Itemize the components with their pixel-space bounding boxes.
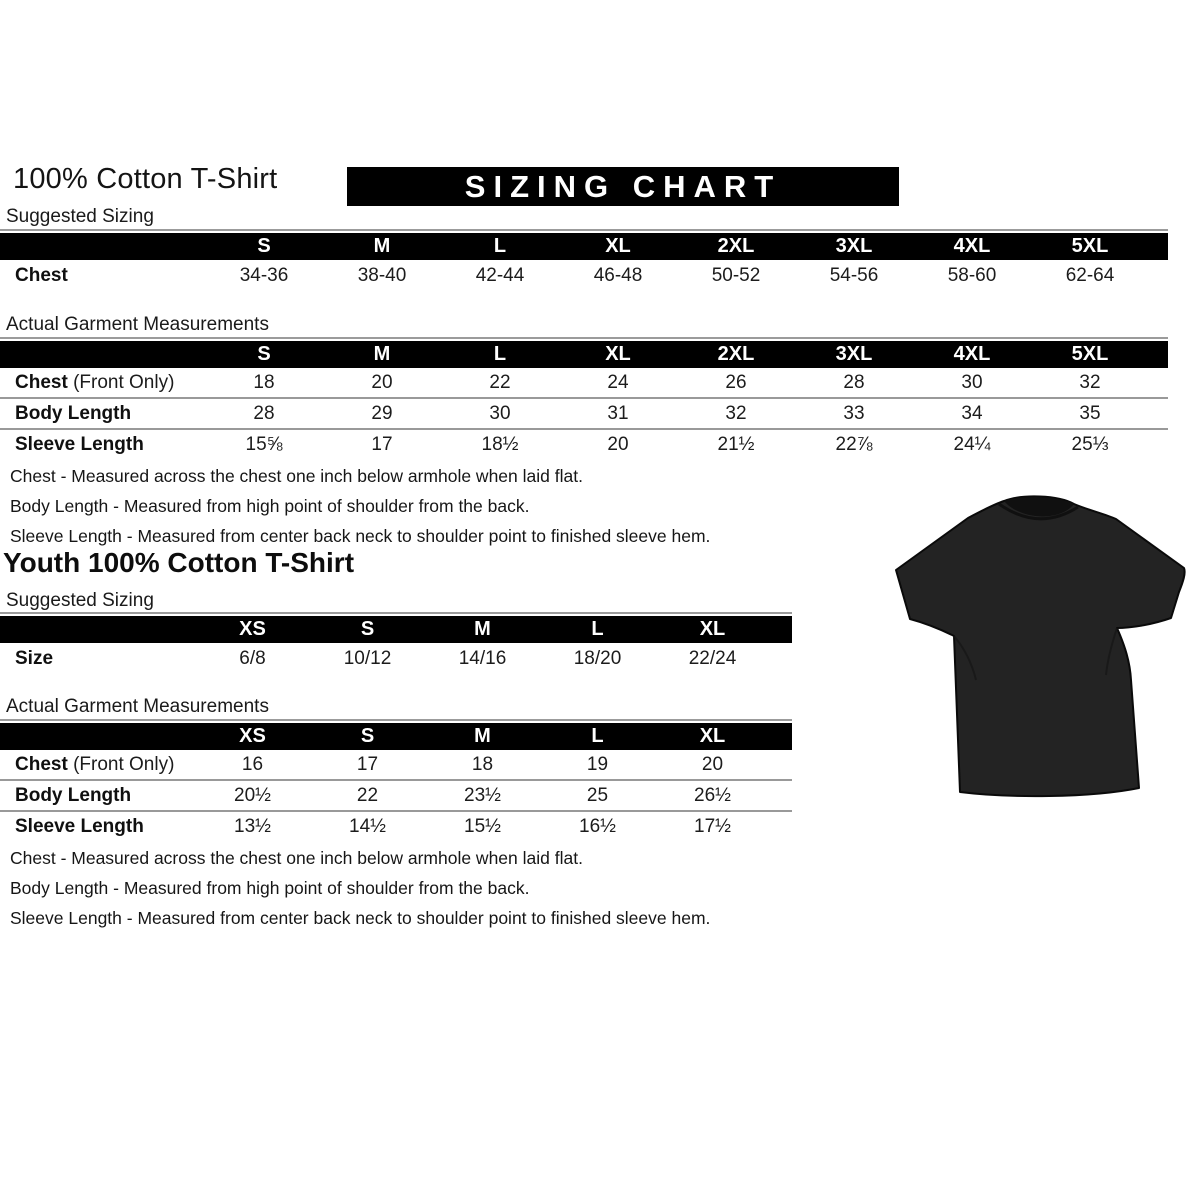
measurement-value: 54-56 — [829, 264, 879, 286]
measurement-value: 35 — [1031, 398, 1149, 429]
youth-garment-measurements-table — [0, 723, 792, 841]
note-line: Body Length - Measured from high point of shoulder from the back. — [10, 878, 530, 898]
measurement-value: 22/24 — [688, 647, 737, 669]
size-column-header: XS — [195, 723, 310, 750]
measurement-value: 28 — [843, 371, 865, 393]
table-row — [0, 260, 1168, 291]
size-column-header: M — [425, 616, 540, 643]
note-line: Chest - Measured across the chest one inch below armhole when laid flat. — [10, 848, 583, 868]
measurement-value: 32 — [1079, 371, 1101, 393]
measurement-value: 30 — [961, 371, 983, 393]
row-label: Chest (Front Only) — [15, 371, 175, 393]
corner-header-cell — [0, 723, 195, 750]
row-label: Body Length — [0, 398, 205, 429]
measurement-value: 38-40 — [357, 264, 407, 286]
sizing-chart-banner: SIZING CHART — [347, 167, 899, 206]
adult-garment-measurements-table — [0, 341, 1168, 459]
measurement-value: 26 — [725, 371, 747, 393]
measurement-value: 20 — [559, 429, 677, 459]
measurement-value: 50-52 — [711, 264, 761, 286]
size-column-header: XS — [195, 616, 310, 643]
measurement-value: 15⅝ — [205, 429, 323, 459]
adult-garment-measurements-label: Actual Garment Measurements — [6, 314, 269, 335]
size-column-header: S — [310, 723, 425, 750]
header-filler-cell — [770, 616, 792, 643]
corner-header-cell — [0, 616, 195, 643]
row-label: Body Length — [0, 780, 195, 811]
measurement-value: 26½ — [655, 780, 770, 811]
note-line: Sleeve Length - Measured from center back neck to shoulder point to finished sleeve hem. — [10, 908, 711, 928]
header-filler-cell — [1149, 233, 1168, 260]
row-filler-cell — [770, 811, 792, 841]
size-column-header: M — [425, 723, 540, 750]
size-column-header: 5XL — [1031, 341, 1149, 368]
measurement-value: 62-64 — [1065, 264, 1115, 286]
corner-header-cell — [0, 233, 205, 260]
measurement-value: 6/8 — [239, 647, 266, 669]
table-row — [0, 368, 1168, 398]
measurement-value: 31 — [559, 398, 677, 429]
measurement-value: 28 — [205, 398, 323, 429]
measurement-value: 16 — [241, 753, 264, 775]
table-row — [0, 811, 792, 841]
measurement-value: 34-36 — [239, 264, 289, 286]
black-tshirt-image — [880, 470, 1200, 830]
table-row — [0, 780, 792, 811]
divider-line — [0, 337, 1168, 339]
youth-suggested-sizing-label: Suggested Sizing — [6, 590, 154, 611]
row-filler-cell — [770, 643, 792, 674]
table-row — [0, 429, 1168, 459]
youth-garment-measurements-label: Actual Garment Measurements — [6, 696, 269, 717]
divider-line — [0, 719, 792, 721]
measurement-value: 18 — [471, 753, 494, 775]
measurement-value: 25 — [540, 780, 655, 811]
size-column-header: 5XL — [1031, 233, 1149, 260]
measurement-value: 29 — [323, 398, 441, 429]
size-column-header: L — [540, 723, 655, 750]
adult-suggested-sizing-table — [0, 233, 1168, 291]
row-label: Chest — [15, 264, 68, 286]
row-label: Sleeve Length — [0, 811, 195, 841]
size-column-header: 4XL — [913, 233, 1031, 260]
tshirt-graphic — [896, 496, 1185, 796]
youth-measurement-notes — [10, 843, 710, 933]
measurement-value: 18 — [253, 371, 275, 393]
note-line: Chest - Measured across the chest one inch below armhole when laid flat. — [10, 466, 583, 486]
measurement-value: 19 — [586, 753, 609, 775]
header-filler-cell — [770, 723, 792, 750]
measurement-value: 15½ — [425, 811, 540, 841]
measurement-value: 18/20 — [573, 647, 622, 669]
measurement-value: 42-44 — [475, 264, 525, 286]
note-line: Sleeve Length - Measured from center back neck to shoulder point to finished sleeve hem. — [10, 526, 711, 546]
row-filler-cell — [1149, 398, 1168, 429]
header-filler-cell — [1149, 341, 1168, 368]
row-label: Size — [15, 647, 54, 669]
row-filler-cell — [770, 780, 792, 811]
size-column-header: 2XL — [677, 341, 795, 368]
measurement-value: 20 — [701, 753, 724, 775]
measurement-value: 13½ — [195, 811, 310, 841]
measurement-value: 20 — [371, 371, 393, 393]
size-column-header: XL — [655, 723, 770, 750]
size-column-header: L — [540, 616, 655, 643]
measurement-value: 22⅞ — [795, 429, 913, 459]
table-row — [0, 398, 1168, 429]
divider-line — [0, 229, 1168, 231]
youth-suggested-sizing-table — [0, 616, 792, 674]
table-row — [0, 750, 792, 780]
row-filler-cell — [1149, 429, 1168, 459]
measurement-value: 46-48 — [593, 264, 643, 286]
row-label: Chest (Front Only) — [15, 753, 175, 775]
measurement-value: 30 — [441, 398, 559, 429]
size-column-header: 3XL — [795, 233, 913, 260]
row-filler-cell — [770, 750, 792, 780]
row-filler-cell — [1149, 260, 1168, 291]
measurement-value: 10/12 — [343, 647, 392, 669]
size-column-header: XL — [559, 341, 677, 368]
row-filler-cell — [1149, 368, 1168, 398]
size-column-header: XL — [655, 616, 770, 643]
measurement-value: 16½ — [540, 811, 655, 841]
size-column-header: 4XL — [913, 341, 1031, 368]
measurement-value: 24 — [607, 371, 629, 393]
measurement-value: 58-60 — [947, 264, 997, 286]
adult-suggested-sizing-label: Suggested Sizing — [6, 206, 154, 227]
note-line: Body Length - Measured from high point of shoulder from the back. — [10, 496, 530, 516]
measurement-value: 22 — [310, 780, 425, 811]
measurement-value: 22 — [489, 371, 511, 393]
measurement-value: 33 — [795, 398, 913, 429]
measurement-value: 18½ — [441, 429, 559, 459]
measurement-value: 24¼ — [913, 429, 1031, 459]
measurement-value: 17 — [323, 429, 441, 459]
size-column-header: XL — [559, 233, 677, 260]
measurement-value: 23½ — [425, 780, 540, 811]
size-column-header: L — [441, 341, 559, 368]
size-column-header: L — [441, 233, 559, 260]
size-column-header: M — [323, 341, 441, 368]
size-column-header: 3XL — [795, 341, 913, 368]
measurement-value: 17 — [356, 753, 379, 775]
measurement-value: 14½ — [310, 811, 425, 841]
table-row — [0, 643, 792, 674]
size-column-header: S — [205, 233, 323, 260]
adult-measurement-notes — [10, 461, 710, 551]
corner-header-cell — [0, 341, 205, 368]
adult-product-title: 100% Cotton T-Shirt — [13, 163, 278, 195]
divider-line — [0, 612, 792, 614]
size-column-header: S — [205, 341, 323, 368]
row-label: Sleeve Length — [0, 429, 205, 459]
measurement-value: 32 — [677, 398, 795, 429]
measurement-value: 14/16 — [458, 647, 507, 669]
measurement-value: 34 — [913, 398, 1031, 429]
size-column-header: M — [323, 233, 441, 260]
size-column-header: 2XL — [677, 233, 795, 260]
size-column-header: S — [310, 616, 425, 643]
measurement-value: 20½ — [195, 780, 310, 811]
youth-product-title: Youth 100% Cotton T-Shirt — [3, 547, 355, 578]
measurement-value: 25⅓ — [1031, 429, 1149, 459]
measurement-value: 21½ — [677, 429, 795, 459]
measurement-value: 17½ — [655, 811, 770, 841]
